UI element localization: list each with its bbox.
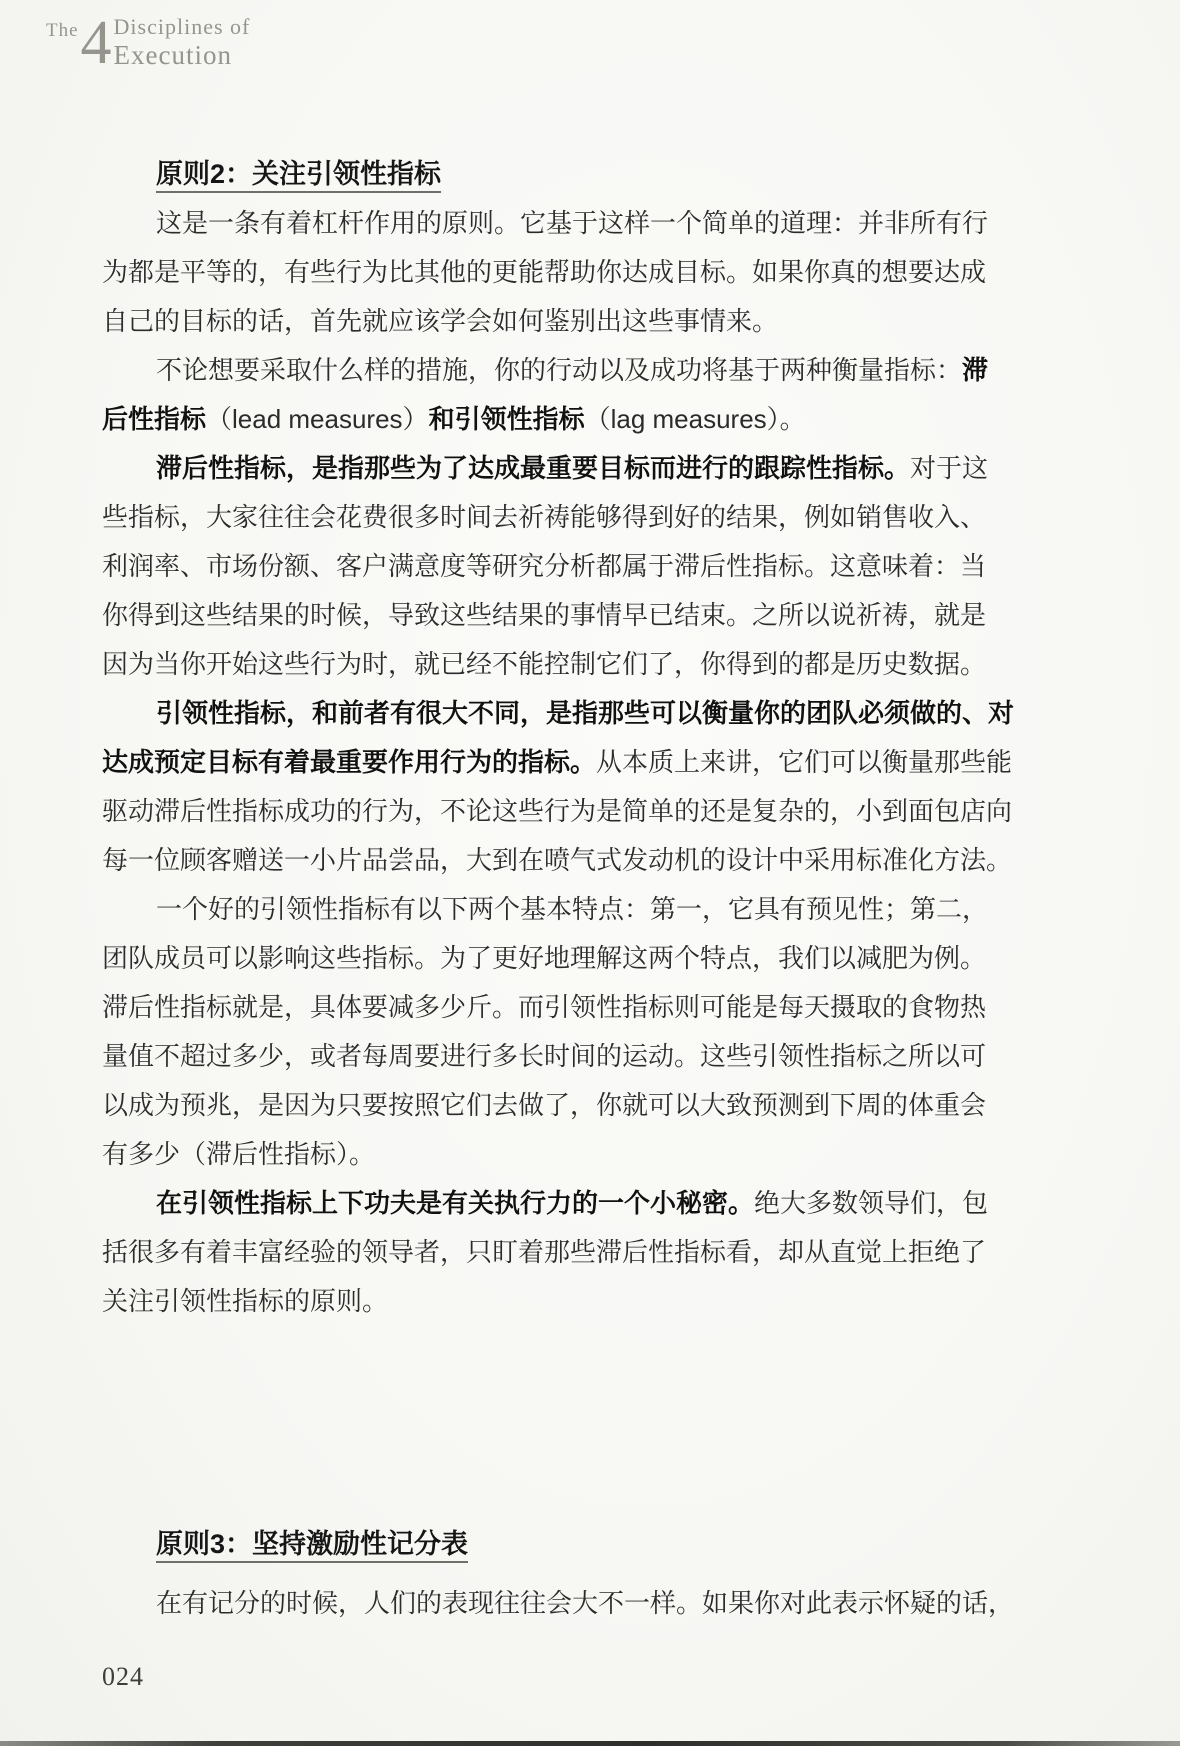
- body-text: （lead measures）: [206, 404, 429, 434]
- bold-text: 后性指标: [102, 404, 207, 434]
- paragraph: [102, 1579, 1015, 1628]
- text-line: [102, 591, 987, 640]
- bold-text: 引领性指标: [454, 404, 585, 434]
- text-line: [102, 297, 984, 346]
- bold-text: 在引领性指标上下功夫是有关执行力的一个小秘密。: [156, 1188, 755, 1218]
- text-line: [102, 885, 989, 934]
- text-line: [102, 934, 987, 983]
- body-text: 这是一条有着杠杆作用的原则。它基于这样一个简单的道理：并非所有行: [156, 208, 989, 238]
- book-logo: [46, 9, 251, 77]
- text-line: [102, 444, 989, 493]
- logo-the: The: [46, 20, 79, 41]
- bold-text: 引领性指标，和前者有很大不同，是指那些可以衡量你的团队必须做的、对: [156, 698, 1015, 728]
- text-line: [102, 1579, 1015, 1628]
- bold-text: 滞: [962, 355, 989, 385]
- body-text: 绝大多数领导们，包: [754, 1188, 989, 1218]
- paragraph: [102, 444, 989, 689]
- text-line: [102, 738, 1013, 787]
- body-text: 一个好的引领性指标有以下两个基本特点：第一，它具有预见性；第二，: [156, 894, 989, 924]
- body-text: （lag measures）。: [584, 404, 806, 434]
- body-text: 些指标，大家往往会花费很多时间去祈祷能够得到好的结果，例如销售收入、: [102, 502, 987, 532]
- text-line: [102, 787, 1013, 836]
- bold-text: 达成预定目标有着最重要作用行为的指标。: [102, 747, 597, 777]
- body-text: 滞后性指标就是，具体要减多少斤。而引领性指标则可能是每天摄取的食物热: [102, 992, 987, 1022]
- text-line: [102, 1032, 987, 1081]
- text-line: [102, 640, 987, 689]
- text-line: [102, 542, 987, 591]
- body-text: 驱动滞后性指标成功的行为，不论这些行为是简单的还是复杂的，小到面包店向: [102, 796, 1013, 826]
- paragraph: [102, 1179, 989, 1326]
- body-text: 利润率、市场份额、客户满意度等研究分析都属于滞后性指标。这意味着：当: [102, 551, 987, 581]
- logo-numeral-4: 4: [80, 9, 112, 77]
- logo-execution: Execution: [113, 40, 233, 70]
- body-text: 在有记分的时候，人们的表现往往会大不一样。如果你对此表示怀疑的话，: [156, 1588, 1015, 1618]
- paragraph: [102, 689, 1015, 885]
- heading-principle-2: [102, 150, 984, 199]
- text-line: [102, 1179, 989, 1228]
- body-text: 不论想要采取什么样的措施，你的行动以及成功将基于两种衡量指标：: [156, 355, 963, 385]
- body-text: 以成为预兆，是因为只要按照它们去做了，你就可以大致预测到下周的体重会: [102, 1090, 987, 1120]
- text-line: [102, 1277, 984, 1326]
- text-line: [102, 248, 987, 297]
- body-text: 量值不超过多少，或者每周要进行多长时间的运动。这些引领性指标之所以可: [102, 1041, 987, 1071]
- heading-principle-3: [102, 1520, 984, 1569]
- body-text: 括很多有着丰富经验的领导者，只盯着那些滞后性指标看，却从直觉上拒绝了: [102, 1237, 987, 1267]
- body-text: 你得到这些结果的时候，导致这些结果的事情早已结束。之所以说祈祷，就是: [102, 600, 987, 630]
- text-line: [102, 493, 987, 542]
- body-text: 对于这: [910, 453, 989, 483]
- text-line: [102, 1228, 987, 1277]
- text-line: [102, 1130, 984, 1179]
- scan-bottom-edge: [0, 1741, 1180, 1746]
- text-line: [102, 395, 984, 444]
- page-text-content: [102, 150, 1015, 1628]
- text-line: [102, 689, 1015, 738]
- body-text: 从本质上来讲，它们可以衡量那些能: [596, 747, 1013, 777]
- text-line: [102, 983, 987, 1032]
- body-text: 有多少（滞后性指标）。: [102, 1139, 376, 1169]
- logo-disciplines-of: Disciplines of: [113, 14, 251, 39]
- body-text: 为都是平等的，有些行为比其他的更能帮助你达成目标。如果你真的想要达成: [102, 257, 987, 287]
- paragraph: [102, 885, 989, 1179]
- bold-text: 滞后性指标，是指那些为了达成最重要目标而进行的跟踪性指标。: [156, 453, 911, 483]
- body-text: 自己的目标的话，首先就应该学会如何鉴别出这些事情来。: [102, 306, 779, 336]
- paragraph: [102, 346, 989, 444]
- body-text: 团队成员可以影响这些指标。为了更好地理解这两个特点，我们以减肥为例。: [102, 943, 987, 973]
- section-heading-text: 原则2：关注引领性指标: [156, 159, 442, 189]
- body-text: 关注引领性指标的原则。: [102, 1286, 389, 1316]
- text-line: [102, 1081, 987, 1130]
- body-text: 因为当你开始这些行为时，就已经不能控制它们了，你得到的都是历史数据。: [102, 649, 987, 679]
- page-number: 024: [102, 1662, 144, 1691]
- text-line: [102, 836, 1013, 885]
- text-line: [102, 346, 989, 395]
- bold-text: 和: [428, 404, 455, 434]
- logo-title-column: [114, 14, 251, 70]
- body-text: 每一位顾客赠送一小片品尝品，大到在喷气式发动机的设计中采用标准化方法。: [102, 845, 1013, 875]
- paragraph: [102, 199, 989, 346]
- section-heading-text: 原则3：坚持激励性记分表: [156, 1529, 469, 1559]
- text-line: [102, 199, 989, 248]
